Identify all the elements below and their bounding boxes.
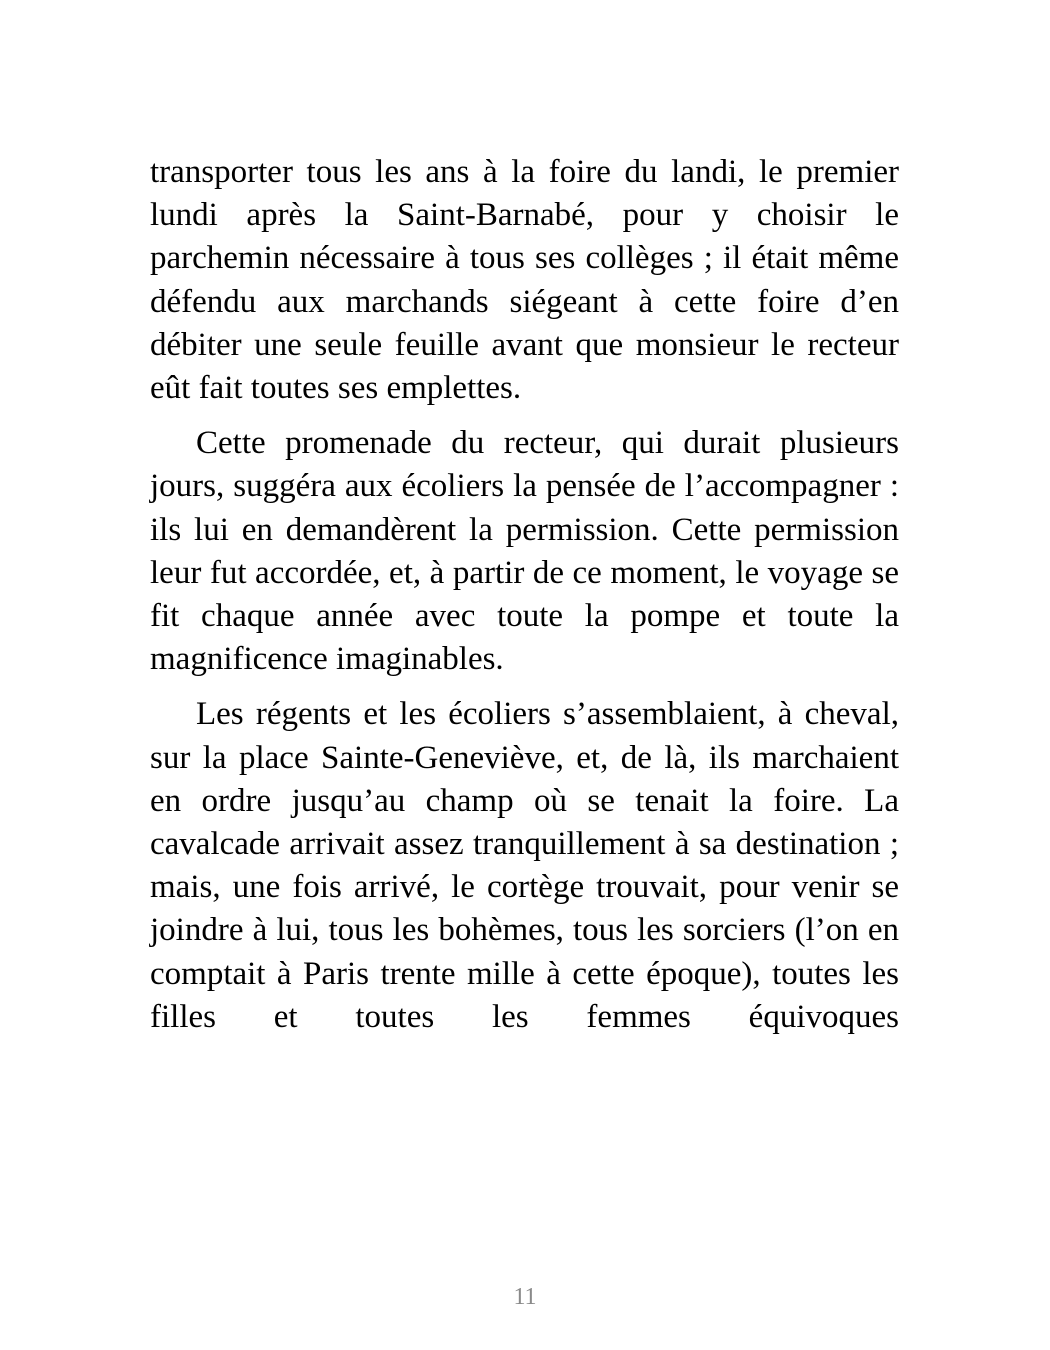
page-body <box>150 151 899 1051</box>
page-number: 11 <box>513 1284 537 1310</box>
paragraph-1: transporter tous les ans à la foire du landi, le premier lundi après la Saint-Barnabé, pour y choisir le parchemin nécessaire à tous ses collèges ; il était même défendu aux marchands siégeant à cette foire d’en débiter une seule feuille avant que monsieur le recteur eût fait toutes ses emplettes. <box>150 154 899 407</box>
paragraph-3: Les régents et les écoliers s’assemblaient, à cheval, sur la place Sainte-Geneviève, et, de là, ils marchaient en ordre jusqu’au champ où se tenait la foire. La cavalcade arrivait assez tranquillement à sa destination ; mais, une fois arrivé, le cortège trouvait, pour venir se joindre à lui, tous les bohèmes, tous les sorciers (l’on en comptait à Paris trente mille à cette époque), toutes les filles et toutes les femmes équivoques <box>150 696 899 1035</box>
paragraph-2: Cette promenade du recteur, qui durait plusieurs jours, suggéra aux écoliers la pensée de l’accompagner : ils lui en demandèrent la permission. Cette permission leur fut accordée, et, à partir de ce moment, le voyage se fit chaque année avec toute la pompe et toute la magnificence imaginables. <box>150 425 899 678</box>
